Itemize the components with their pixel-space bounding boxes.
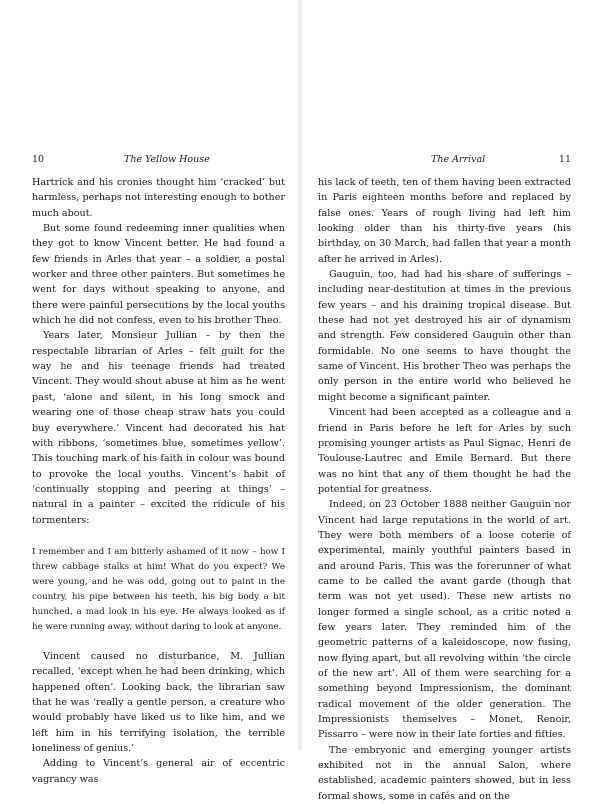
left-body-text [32,175,285,787]
paragraph: Adding to Vincent’s general air of eccentric vagrancy was [32,758,285,785]
right-running-header [318,153,571,167]
paragraph: Vincent had been accepted as a colleague and a friend in Paris before he left for Arles by such promising younger artists as Paul Signac, Henri de Toulouse-Lautrec and Emile Bernard. But there was no hint that any of them thought he had the potential for greatness. [318,407,571,495]
right-body-text [318,175,571,804]
left-running-header [32,153,283,167]
paragraph: Years later, Monsieur Jullian – by then the respectable librarian of Arles – felt guilt for the way he and his teenage friends had treated Vincent. They would shout abuse at him as he went past, ‘alone and silent, in his long smock and wearing one of those cheap straw hats you could buy everywhere.’ Vincent had decorated his hat with ribbons, ‘sometimes blue, sometimes yellow’. This touching mark of his faith in colour was bound to provoke the local youths. Vincent’s habit of ‘continually stopping and peering at things’ – natural in a painter – excited the ridicule of his tormenters: [32,330,285,526]
paragraph: Vincent caused no disturbance, M. Jullian recalled, ‘except when he had been drinking, which happened often’. Looking back, the librarian saw that he was ‘really a gentle person, a creature who would probably have liked us to like him, and we left him in his terrifying isolation, the terrible loneliness of genius.’ [32,650,285,754]
left-page [0,0,300,785]
paragraph: his lack of teeth, ten of them having been extracted in Paris eighteen months before and replaced by false ones. Years of rough living had left him looking older than his thirty-five years (his birthday, on 30 March, had fallen that year a month after he arrived in Arles). [318,177,571,265]
paragraph: The embryonic and emerging younger artists exhibited not in the annual Salon, where established, academic painters showed, but in less formal shows, some in cafés and on the [318,744,571,802]
block-quote: I remember and I am bitterly ashamed of it now – how I threw cabbage stalks at him! What do you expect? We were young, and he was odd, going out to paint in the country, his pipe between his teeth, his big body a bit hunched, a mad look in his eye. He always looked as if he were running away, without daring to look at anyone. [32,546,285,632]
paragraph: Indeed, on 23 October 1888 neither Gauguin nor Vincent had large reputations in the world of art. They were both members of a loose coterie of experimental, mainly youthful painters based in and around Paris. This was the forerunner of what came to be called the avant garde (though that term was not yet used). These new artists no longer formed a single school, as a critic noted a few years later. They reminded him of the geometric patterns of a kaleidoscope, now fusing, now flying apart, but all revolving within ‘the circle of the new art’. All of them were searching for a something beyond Impressionism, the dominant radical movement of the older generation. The Impressionists themselves – Monet, Renoir, Pissarro – were now in their late forties and fifties. [318,499,571,741]
right-running-head-title: The Arrival [431,154,486,165]
left-page-number: 10 [32,154,45,165]
left-running-head-title: The Yellow House [124,154,210,165]
paragraph: Gauguin, too, had had his share of sufferings – including near-destitution at times in the previous few years – and his draining tropical disease. But these had not yet destroyed his air of dynamism and strength. Few considered Gauguin other than formidable. No one seems to have thought the same of Vincent. His brother Theo was perhaps the only person in the entire world who believed he might become a significant painter. [318,269,571,403]
paragraph: Hartrick and his cronies thought him ‘cracked’ but harmless, perhaps not interesting enough to bother much about. [32,177,285,219]
right-page-number: 11 [558,154,571,165]
right-page [300,0,600,802]
paragraph: But some found redeeming inner qualities when they got to know Vincent better. He had found a few friends in Arles that year – a soldier, a postal worker and three other painters. But sometimes he went for days without speaking to anyone, and there were painful persecutions by the local youths which he did not confess, even to his brother Theo. [32,223,285,327]
